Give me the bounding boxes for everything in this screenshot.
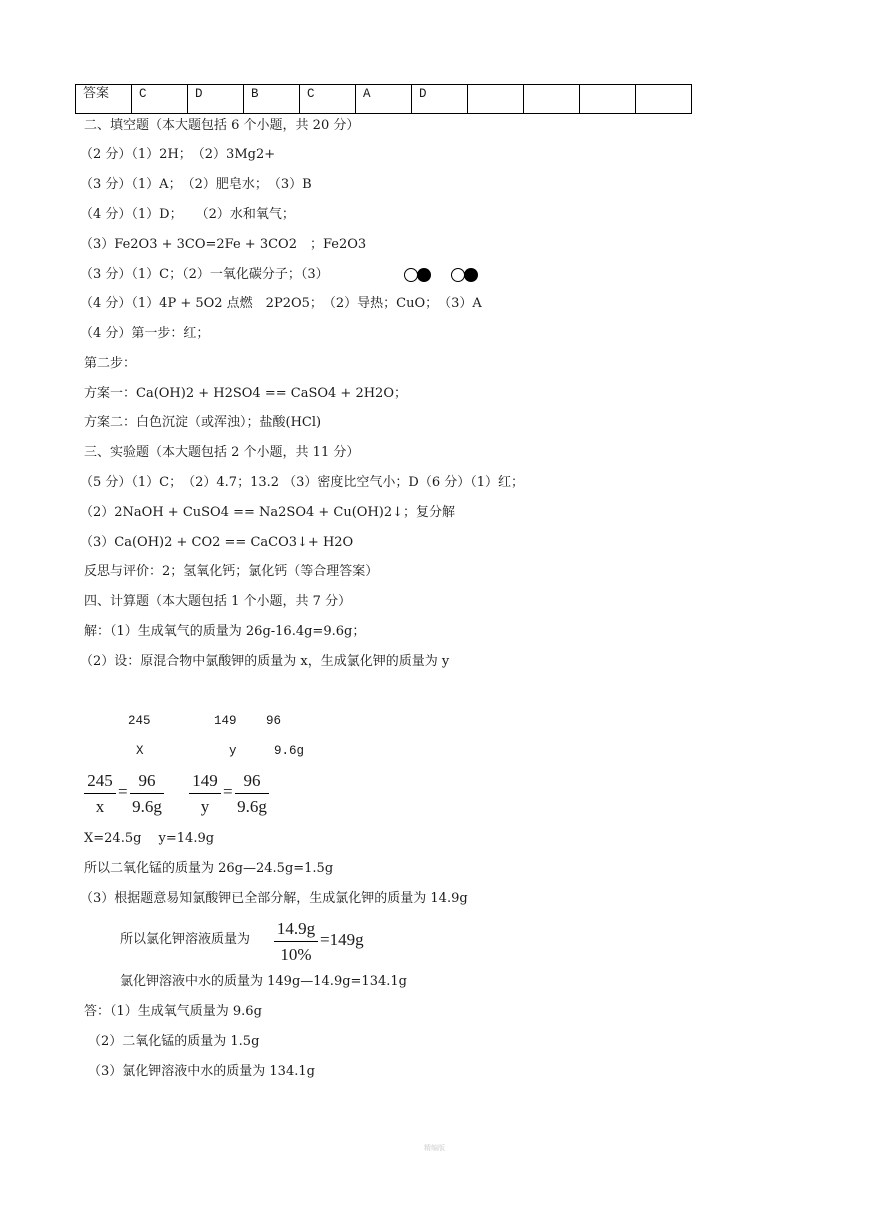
numerator: 149 xyxy=(192,771,218,790)
answer-line: （3）氯化钾溶液中水的质量为 134.1g xyxy=(88,1064,315,1079)
carbon-atom-icon xyxy=(451,268,465,282)
answer-cell: B xyxy=(244,85,300,114)
section3-line: 反思与评价：2；氢氧化钙；氯化钙（等合理答案） xyxy=(84,564,379,579)
carbon-atom-icon xyxy=(404,268,418,282)
section2-line: 第二步： xyxy=(84,356,137,371)
footer-text: 精编版 xyxy=(424,1144,445,1152)
water-mass-line: 氯化钾溶液中水的质量为 149g—14.9g=134.1g xyxy=(120,974,407,989)
answer-label: 答案 xyxy=(76,85,132,114)
oxygen-atom-icon xyxy=(464,268,478,282)
answer-cell: C xyxy=(132,85,188,114)
section2-line: （2 分）（1）2H； （2）3Mg2+ xyxy=(80,147,276,162)
ratio-value: 149 xyxy=(214,714,237,728)
numerator: 96 xyxy=(243,771,261,790)
mno2-line: 所以二氧化锰的质量为 26g—24.5g=1.5g xyxy=(84,861,334,876)
fraction xyxy=(189,770,221,818)
fraction xyxy=(235,770,269,818)
fraction xyxy=(130,770,164,818)
denominator: 10% xyxy=(280,945,312,964)
answer-cell xyxy=(580,85,636,114)
ratio-value: y xyxy=(229,744,237,758)
section2-line: （3 分）（1）A； （2）肥皂水； （3）B xyxy=(80,177,312,192)
section2-line: （4 分）（1）4P + 5O2 点燃 2P2O5； （2）导热；CuO； （3）A xyxy=(80,296,482,311)
ratio-value: 245 xyxy=(128,714,151,728)
answer-cell xyxy=(524,85,580,114)
denominator: y xyxy=(200,797,210,816)
ratio-value: 9.6g xyxy=(274,744,305,758)
equals-sign: = xyxy=(223,782,233,801)
co-molecule-diagram xyxy=(404,266,478,284)
answer-cell: C xyxy=(300,85,356,114)
solution-mass-label: 所以氯化钾溶液质量为 xyxy=(120,932,251,947)
answer-cell xyxy=(636,85,692,114)
section2-heading: 二、填空题（本大题包括 6 个小题，共 20 分） xyxy=(84,118,360,133)
fraction xyxy=(84,770,116,818)
equals-sign: = xyxy=(118,782,128,801)
answer-cell: A xyxy=(356,85,412,114)
section2-line: 方案二：白色沉淀（或浑浊）；盐酸(HCl) xyxy=(84,415,322,430)
fraction xyxy=(274,918,318,966)
solution-line: （2）设：原混合物中氯酸钾的质量为 x，生成氯化钾的质量为 y xyxy=(80,654,450,669)
oxygen-atom-icon xyxy=(417,268,431,282)
section3-heading: 三、实验题（本大题包括 2 个小题，共 11 分） xyxy=(84,445,360,460)
fraction-result: =149g xyxy=(320,930,364,949)
section2-line: （4 分）第一步：红； xyxy=(80,326,210,341)
numerator: 14.9g xyxy=(276,919,316,938)
ratio-value: 96 xyxy=(266,714,282,728)
part3-line: （3）根据题意易知氯酸钾已全部分解，生成氯化钾的质量为 14.9g xyxy=(80,891,468,906)
section3-line: （5 分）（1）C； （2）4.7；13.2 （3）密度比空气小；D（6 分）（1）红； xyxy=(80,475,525,490)
numerator: 245 xyxy=(87,771,113,790)
section2-line: （3 分）（1）C；（2）一氧化碳分子；（3） xyxy=(80,267,329,282)
denominator: 9.6g xyxy=(237,797,267,816)
answer-line: （2）二氧化锰的质量为 1.5g xyxy=(88,1034,260,1049)
section3-line: （2）2NaOH + CuSO4 == Na2SO4 + Cu(OH)2↓；复分解 xyxy=(80,505,456,520)
numerator: 96 xyxy=(138,771,156,790)
section2-line: （3）Fe2O3 + 3CO=2Fe + 3CO2 ；Fe2O3 xyxy=(80,237,367,252)
section3-line: （3）Ca(OH)2 + CO2 == CaCO3↓+ H2O xyxy=(80,535,354,550)
result-line: X=24.5g y=14.9g xyxy=(84,831,215,846)
denominator: x xyxy=(95,797,105,816)
section2-line: （4 分）（1）D； （2）水和氧气； xyxy=(80,207,295,222)
ratio-value: X xyxy=(136,744,144,758)
answer-line: 答：（1）生成氧气质量为 9.6g xyxy=(84,1004,262,1019)
answer-table xyxy=(75,84,692,114)
denominator: 9.6g xyxy=(132,797,162,816)
section2-line: 方案一：Ca(OH)2 + H2SO4 == CaSO4 + 2H2O； xyxy=(84,386,407,401)
answer-cell xyxy=(468,85,524,114)
section4-heading: 四、计算题（本大题包括 1 个小题，共 7 分） xyxy=(84,594,352,609)
answer-cell: D xyxy=(188,85,244,114)
answer-cell: D xyxy=(412,85,468,114)
solution-line: 解：（1）生成氧气的质量为 26g-16.4g=9.6g； xyxy=(84,624,366,639)
answer-table-row xyxy=(76,85,692,114)
